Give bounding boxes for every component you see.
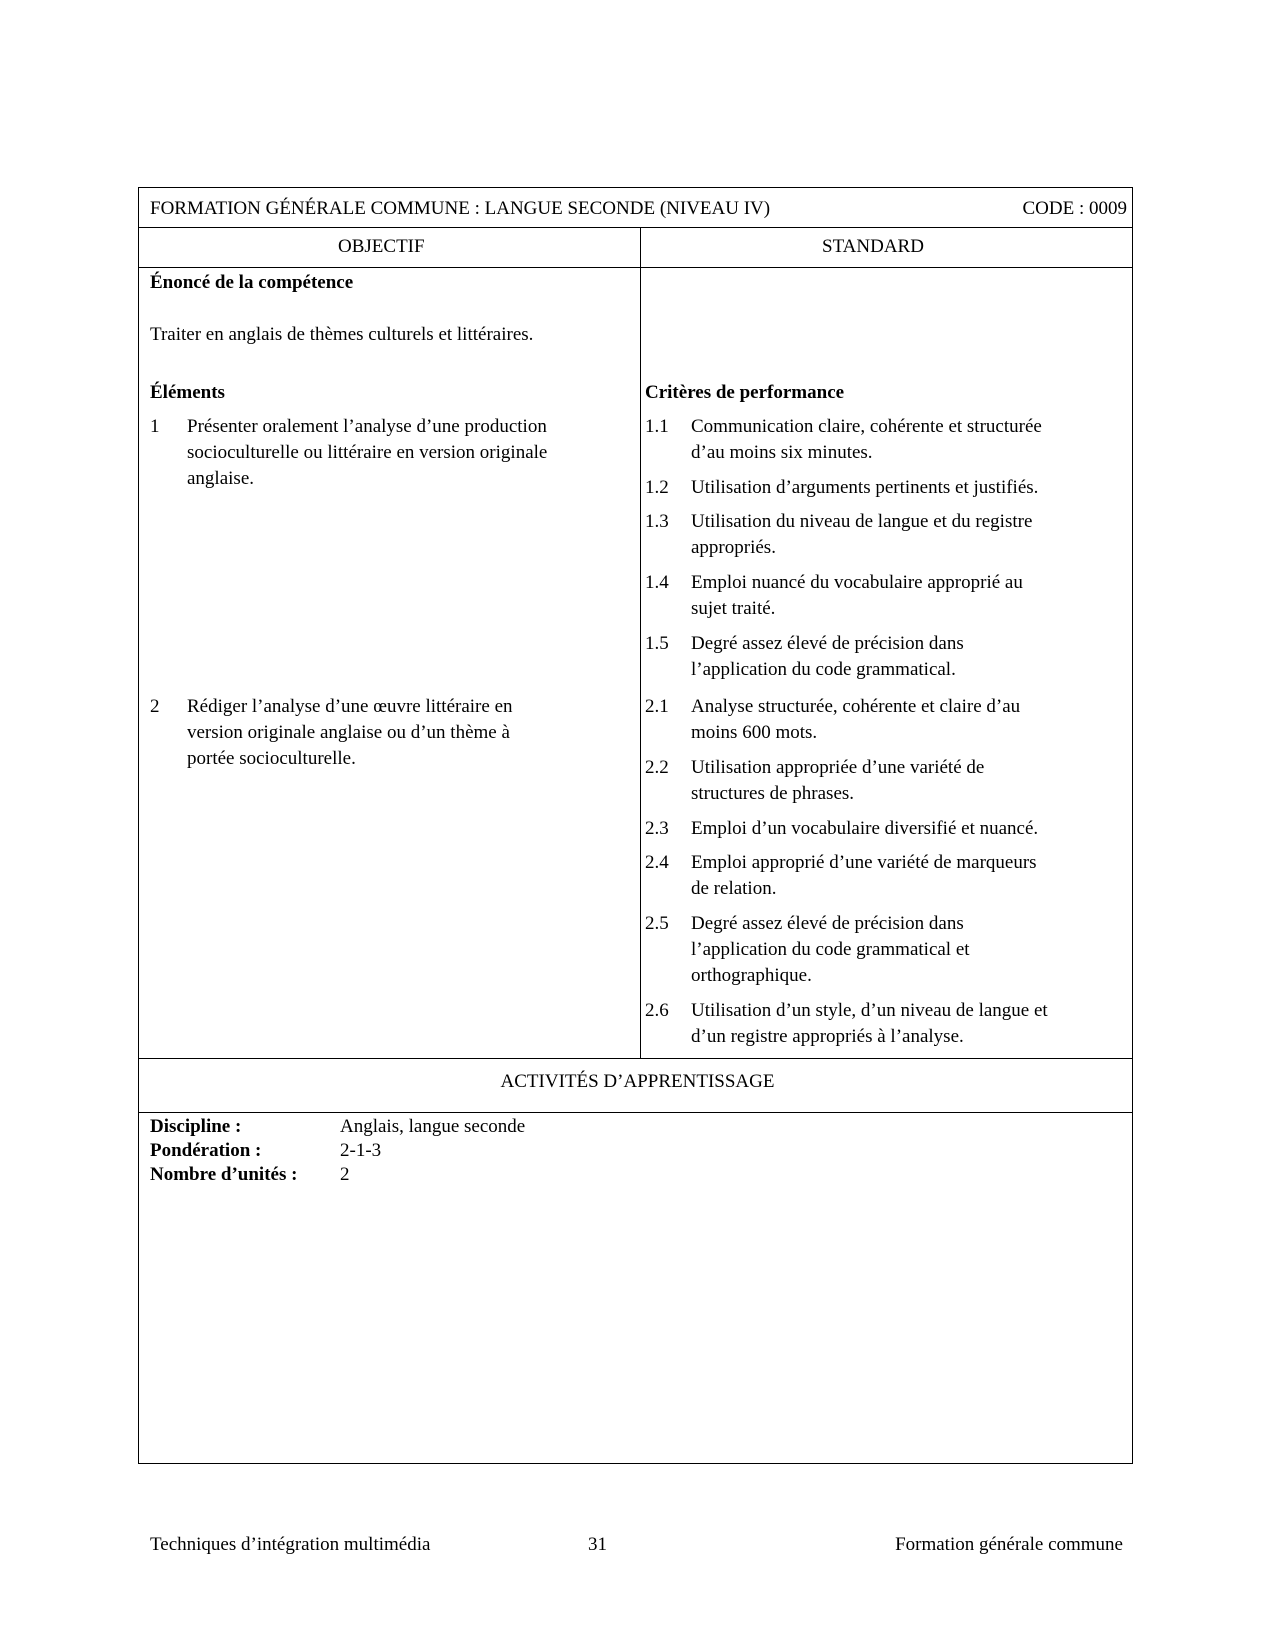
element-line: anglaise. [187,468,255,489]
footer-page-number: 31 [588,1534,607,1555]
criterion-number: 2.4 [645,852,669,873]
criterion-line: Degré assez élevé de précision dans [691,633,964,654]
activities-title: ACTIVITÉS D’APPRENTISSAGE [500,1071,775,1092]
criterion-line: Utilisation d’un style, d’un niveau de langue et [691,1000,1048,1021]
meta-value-units: 2 [340,1164,350,1185]
criterion-line: Utilisation d’arguments pertinents et justifiés. [691,477,1039,498]
element-line: Présenter oralement l’analyse d’une production [187,416,547,437]
elements-title: Éléments [150,382,225,403]
criterion-line: de relation. [691,878,777,899]
meta-label-weighting: Pondération : [150,1140,262,1161]
form-code: CODE : 0009 [1022,198,1127,219]
footer-program: Techniques d’intégration multimédia [150,1534,431,1555]
criterion-line: moins 600 mots. [691,722,818,743]
column-head-standard: STANDARD [822,236,924,257]
element-number: 1 [150,416,160,437]
element-line: version originale anglaise ou d’un thème à [187,722,510,743]
criterion-line: l’application du code grammatical et [691,939,970,960]
criterion-line: Emploi nuancé du vocabulaire approprié au [691,572,1023,593]
criterion-number: 1.3 [645,511,669,532]
meta-label-discipline: Discipline : [150,1116,242,1137]
criterion-number: 2.6 [645,1000,669,1021]
criterion-line: Emploi d’un vocabulaire diversifié et nuancé. [691,818,1039,839]
footer-section: Formation générale commune [895,1534,1123,1555]
criterion-line: Degré assez élevé de précision dans [691,913,964,934]
column-head-rule [138,267,1133,268]
criterion-number: 1.2 [645,477,669,498]
competence-text: Traiter en anglais de thèmes culturels et littéraires. [150,324,534,345]
criteria-title: Critères de performance [645,382,845,403]
criterion-line: Emploi approprié d’une variété de marqueurs [691,852,1037,873]
activities-top-rule [138,1058,1133,1059]
criterion-number: 1.1 [645,416,669,437]
criterion-number: 2.3 [645,818,669,839]
criterion-line: Analyse structurée, cohérente et claire d’au [691,696,1021,717]
criterion-number: 2.1 [645,696,669,717]
criterion-line: d’un registre appropriés à l’analyse. [691,1026,964,1047]
criterion-line: Utilisation du niveau de langue et du registre [691,511,1033,532]
criterion-line: orthographique. [691,965,812,986]
element-line: portée socioculturelle. [187,748,356,769]
criterion-line: structures de phrases. [691,783,855,804]
criterion-line: sujet traité. [691,598,776,619]
column-divider [640,227,641,1058]
criterion-number: 1.5 [645,633,669,654]
meta-value-weighting: 2-1-3 [340,1140,382,1161]
element-line: socioculturelle ou littéraire en version originale [187,442,548,463]
activities-bottom-rule [138,1112,1133,1113]
criterion-line: d’au moins six minutes. [691,442,873,463]
criterion-line: Utilisation appropriée d’une variété de [691,757,985,778]
criterion-line: Communication claire, cohérente et structurée [691,416,1042,437]
competence-title: Énoncé de la compétence [150,272,354,293]
element-line: Rédiger l’analyse d’une œuvre littéraire en [187,696,513,717]
criterion-number: 1.4 [645,572,669,593]
header-rule [138,227,1133,228]
criterion-line: l’application du code grammatical. [691,659,956,680]
column-head-objective: OBJECTIF [338,236,425,257]
criterion-number: 2.2 [645,757,669,778]
form-title: FORMATION GÉNÉRALE COMMUNE : LANGUE SECONDE (NIVEAU IV) [150,198,771,219]
meta-label-units: Nombre d’unités : [150,1164,298,1185]
criterion-number: 2.5 [645,913,669,934]
element-number: 2 [150,696,160,717]
criterion-line: appropriés. [691,537,776,558]
meta-value-discipline: Anglais, langue seconde [340,1116,526,1137]
